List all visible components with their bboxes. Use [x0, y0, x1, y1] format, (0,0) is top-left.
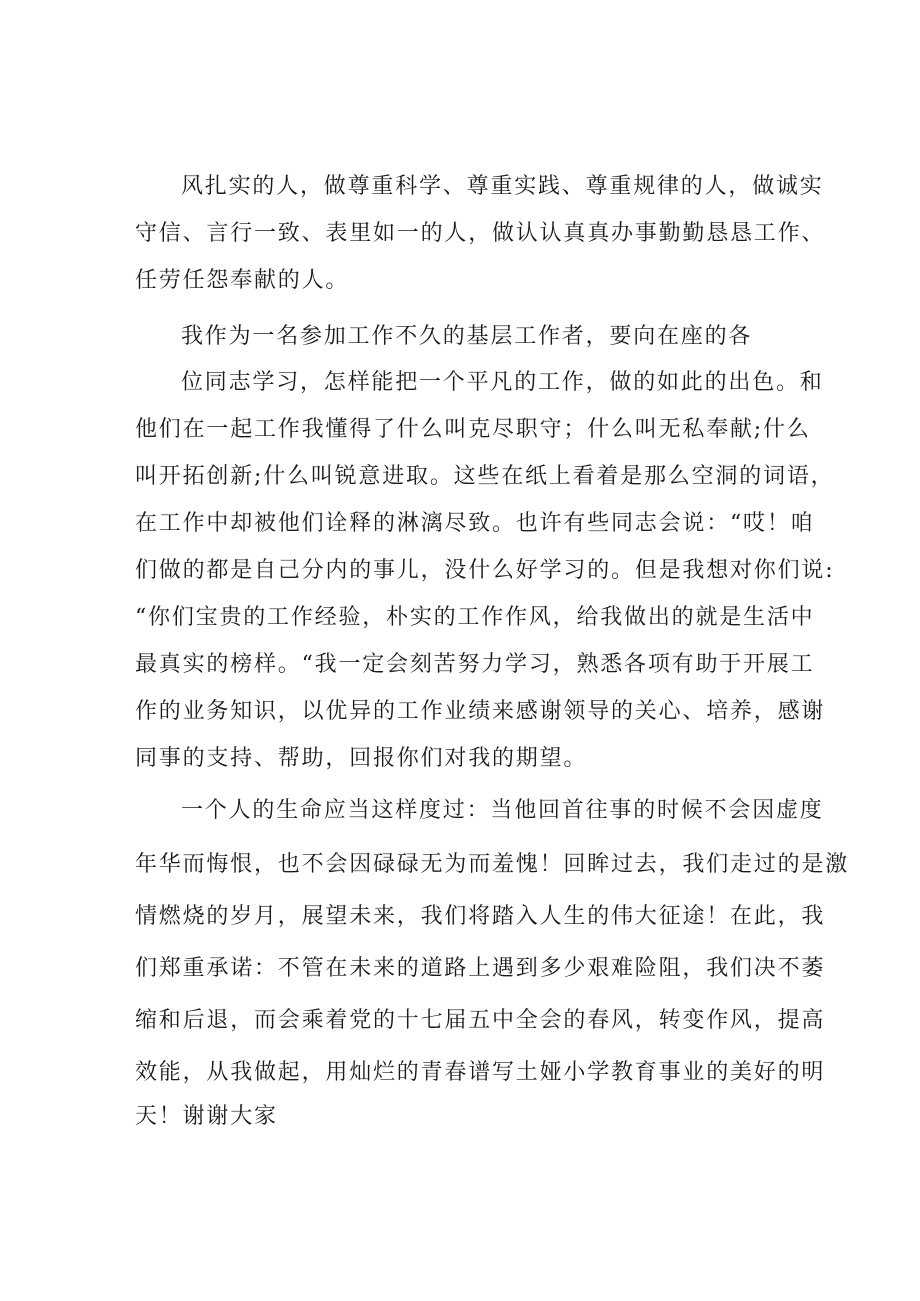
- text-line: 最真实的榜样。“我一定会刻苦努力学习，熟悉各项有助于开展工: [135, 652, 815, 677]
- text-line: 作的业务知识，以优异的工作业绩来感谢领导的关心、培养，感谢: [135, 699, 826, 724]
- text-line: 他们在一起工作我懂得了什么叫克尽职守；什么叫无私奉献;什么: [135, 417, 811, 442]
- text-line: 们郑重承诺：不管在未来的道路上遇到多少艰难险阻，我们决不萎: [135, 956, 826, 981]
- text-line: 情燃烧的岁月，展望未来，我们将踏入人生的伟大征途！在此，我: [135, 904, 826, 929]
- text-line: 风扎实的人，做尊重科学、尊重实践、尊重规律的人，做诚实: [181, 174, 824, 199]
- text-line: 守信、言行一致、表里如一的人，做认认真真办事勤勤恳恳工作、: [135, 221, 826, 246]
- text-line: 天！谢谢大家: [135, 1104, 278, 1129]
- text-line: 们做的都是自己分内的事儿，没什么好学习的。但是我想对你们说:: [135, 558, 835, 583]
- text-line: 任劳任怨奉献的人。: [135, 268, 350, 293]
- text-line: 年华而悔恨，也不会因碌碌无为而羞愧！回眸过去，我们走过的是激: [135, 852, 850, 877]
- text-line: 一个人的生命应当这样度过：当他回首往事的时候不会因虚度: [181, 798, 824, 823]
- text-line: “你们宝贵的工作经验，朴实的工作作风，给我做出的就是生活中: [135, 605, 815, 630]
- text-line: 效能，从我做起，用灿烂的青春谱写土娅小学教育事业的美好的明: [135, 1060, 826, 1085]
- text-line: 位同志学习，怎样能把一个平凡的工作，做的如此的出色。和: [181, 370, 824, 395]
- text-line: 我作为一名参加工作不久的基层工作者，要向在座的各: [181, 324, 753, 349]
- text-line: 同事的支持、帮助，回报你们对我的期望。: [135, 746, 588, 771]
- text-line: 在工作中却被他们诠释的淋漓尽致。也许有些同志会说：“哎！咱: [135, 511, 815, 536]
- text-line: 叫开拓创新;什么叫锐意进取。这些在纸上看着是那么空洞的词语，: [135, 464, 835, 489]
- text-line: 缩和后退，而会乘着党的十七届五中全会的春风，转变作风，提高: [135, 1008, 826, 1033]
